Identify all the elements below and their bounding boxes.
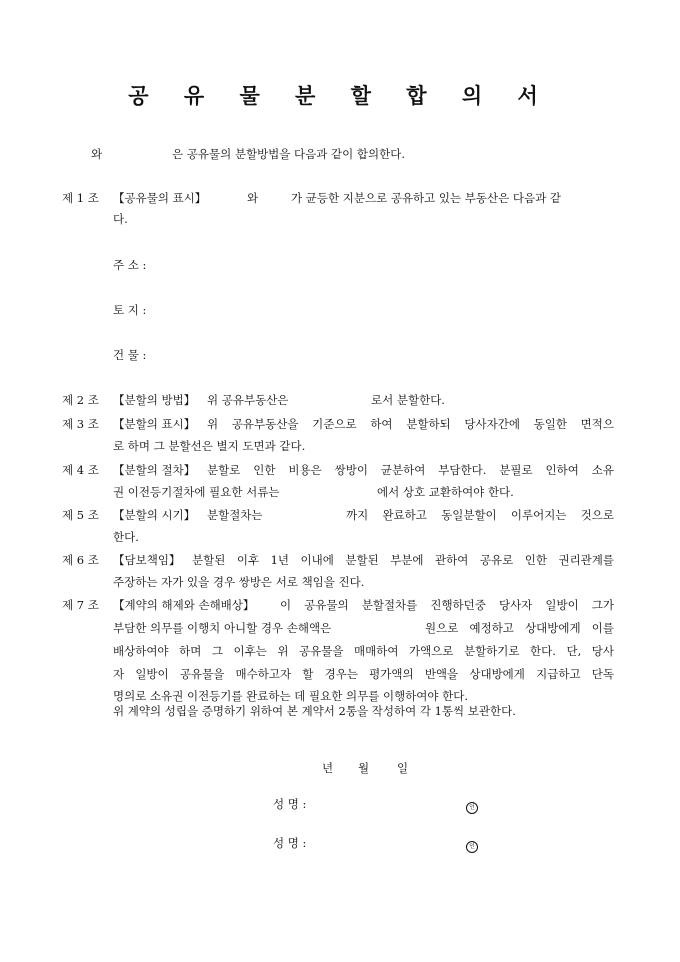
- date-day: 일: [397, 761, 409, 775]
- article6-text: 분할된 이후 1년 이내에 분할된 부분에 관하여 공유로 인한 권리관계를: [192, 553, 614, 567]
- article3-label: 제 3 조: [62, 417, 99, 431]
- intro-text: 은 공유물의 분할방법을 다음과 같이 합의한다.: [172, 147, 406, 161]
- article1-label: 제 1 조: [62, 191, 99, 205]
- article2-heading: 【분할의 방법】: [113, 393, 196, 407]
- address-label: 주 소 :: [113, 258, 147, 272]
- article7-text: 이 공유물의 분할절차를 진행하던중 당사자 일방이 그가: [280, 598, 614, 612]
- article4-heading: 【분할의 절차】: [113, 463, 196, 477]
- article5-text-b: 까지 완료하고 동일분할이 이루어지는 것으로: [346, 508, 614, 522]
- article4-text: 분할로 인한 비용은 쌍방이 균분하여 부담한다. 분필로 인하여 소유: [207, 463, 614, 477]
- article7-line2-a: 부담한 의무를 이행치 아니할 경우 손해액은: [113, 621, 332, 635]
- land-label: 토 지 :: [113, 303, 147, 317]
- article7-line2-b: 원으로 예정하고 상대방에게 이를: [425, 621, 614, 635]
- article5-label: 제 5 조: [62, 508, 99, 522]
- article3-cont: 로 하며 그 분할선은 별지 도면과 같다.: [113, 439, 306, 453]
- article7-label: 제 7 조: [62, 598, 99, 612]
- article3-text: 위 공유부동산을 기준으로 하여 분할하되 당사자간에 동일한 면적으: [207, 417, 614, 431]
- article4-cont-a: 권 이전등기절차에 필요한 서류는: [113, 485, 280, 499]
- article5-cont: 한다.: [113, 530, 139, 544]
- article6-heading: 【담보책임】: [113, 553, 181, 567]
- article4-cont-b: 에서 상호 교환하여야 한다.: [377, 485, 514, 499]
- signature-label-2: 성 명 :: [273, 836, 307, 850]
- seal-2: [466, 837, 478, 853]
- date-year: 년: [322, 761, 334, 775]
- seal-1: [466, 798, 478, 814]
- seal-mark-2: 인: [466, 841, 478, 853]
- seal-mark-1: 인: [466, 802, 478, 814]
- document-title: 공 유 물 분 할 합 의 서: [128, 83, 552, 108]
- article6-cont: 주장하는 자가 있을 경우 쌍방은 서로 책임을 진다.: [113, 575, 365, 589]
- article3-heading: 【분할의 표시】: [113, 417, 196, 431]
- article1-heading: 【공유물의 표시】: [113, 191, 207, 205]
- article5-text-a: 분할절차는: [207, 508, 263, 522]
- building-label: 건 물 :: [113, 348, 147, 362]
- intro-party-conj: 와: [91, 147, 103, 161]
- article4-label: 제 4 조: [62, 463, 99, 477]
- article2-text-a: 위 공유부동산은: [207, 393, 289, 407]
- article1-text: 가 균등한 지분으로 공유하고 있는 부동산은 다음과 같: [291, 191, 561, 205]
- article1-conj: 와: [247, 191, 259, 205]
- article6-label: 제 6 조: [62, 553, 99, 567]
- article2-text-b: 로서 분할한다.: [371, 393, 445, 407]
- date-month: 월: [358, 761, 370, 775]
- article7-heading: 【계약의 해제와 손해배상】: [113, 598, 255, 612]
- article5-heading: 【분할의 시기】: [113, 508, 196, 522]
- article7-line3: 배상하여야 하며 그 이후는 위 공유물을 매매하여 가액으로 분할하기로 한다. 단, 당사: [113, 644, 614, 658]
- closing-statement: 위 계약의 성립을 증명하기 위하여 본 계약서 2통을 작성하여 각 1통씩 보관한다.: [113, 704, 516, 718]
- article7-line4: 자 일방이 공유물을 매수하고자 할 경우는 평가액의 반액을 상대방에게 지급하고 단독: [113, 667, 614, 681]
- article2-label: 제 2 조: [62, 393, 99, 407]
- signature-label-1: 성 명 :: [273, 797, 307, 811]
- article7-line5: 명의로 소유권 이전등기를 완료하는 데 필요한 의무를 이행하여야 한다.: [113, 689, 469, 703]
- article1-cont: 다.: [113, 212, 128, 226]
